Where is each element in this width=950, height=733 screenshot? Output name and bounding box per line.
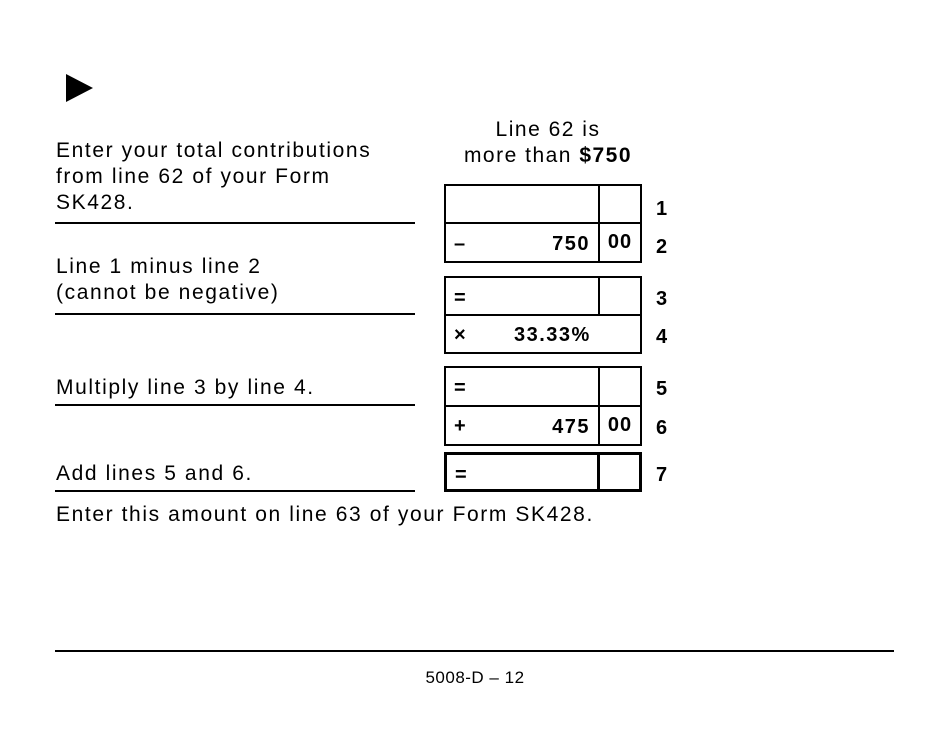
line7-amount-field[interactable] [444,452,642,492]
line2-operator: – [454,233,466,255]
column-header [440,117,656,169]
line4-rate-box [444,314,642,354]
line-number-2: 2 [656,236,668,258]
column-header-line2: more than $750 [463,144,633,167]
desc-line1-b: from line 62 of your Form [56,165,331,188]
line-number-4: 4 [656,326,668,348]
desc-line1-a: Enter your total contributions [56,139,372,162]
final-instruction: Enter this amount on line 63 of your Form SK428. [56,503,594,526]
line6-operator: + [454,415,466,437]
line2-amount-field [444,222,642,263]
desc-line3-b: (cannot be negative) [56,281,280,304]
desc-rule-5 [55,404,415,406]
line-number-1: 1 [656,198,668,220]
threshold-amount: $750 [579,144,633,167]
desc-line5: Multiply line 3 by line 4. [56,376,315,399]
line2-dollars: 750 [552,233,590,255]
column-header-line1: Line 62 is [495,118,601,141]
line3-operator: = [454,287,466,309]
page-number: 5008-D – 12 [425,668,525,687]
line-number-7: 7 [656,464,668,486]
line-number-3: 3 [656,288,668,310]
footer-rule [55,650,894,652]
line-number-6: 6 [656,417,668,439]
line6-amount-field [444,405,642,446]
line7-cents-field[interactable] [597,455,639,489]
desc-rule-3 [55,313,415,315]
line1-amount-field[interactable] [444,184,642,224]
line3-amount-field[interactable] [444,276,642,316]
desc-line1-c: SK428. [56,191,135,214]
line5-amount-field[interactable] [444,366,642,407]
line7-operator: = [455,464,467,486]
desc-rule-1 [55,222,415,224]
line1-cents-field[interactable] [598,186,640,222]
desc-line3-a: Line 1 minus line 2 [56,255,262,278]
line3-cents-field[interactable] [598,278,640,314]
line2-cents: 00 [598,224,640,261]
line5-cents-field[interactable] [598,368,640,405]
play-arrow-icon [66,74,93,102]
line4-operator: × [454,324,466,346]
desc-rule-7 [55,490,415,492]
line4-rate: 33.33% [514,324,591,346]
line5-operator: = [454,377,466,399]
desc-line7: Add lines 5 and 6. [56,462,253,485]
line-number-5: 5 [656,378,668,400]
line6-cents: 00 [598,407,640,444]
line6-dollars: 475 [552,416,590,438]
